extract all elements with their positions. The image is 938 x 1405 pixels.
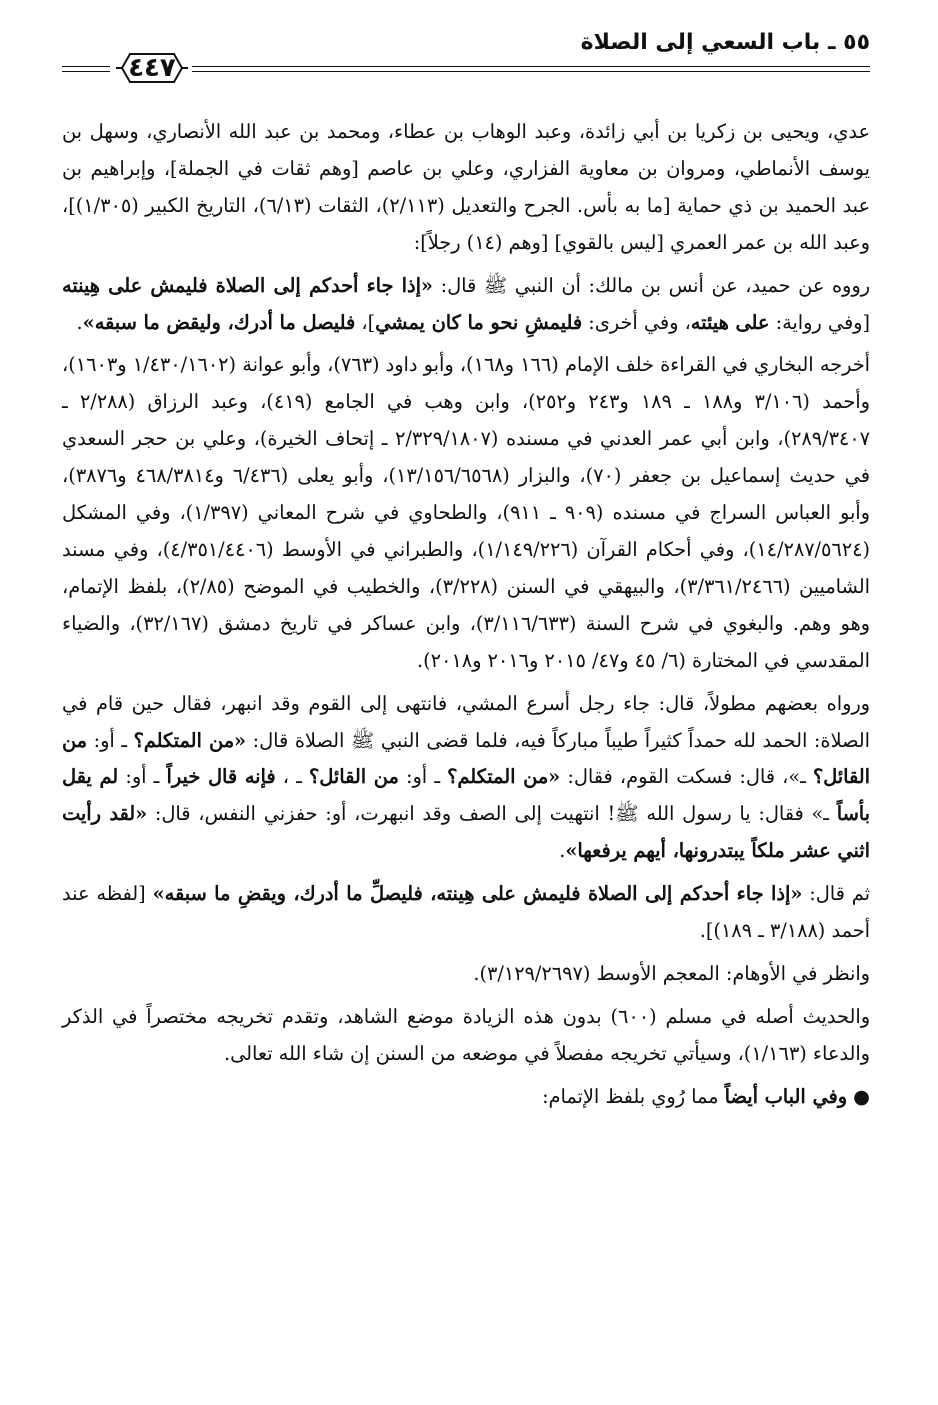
hadith-text: «إذا جاء أحدكم إلى الصلاة فليمش على هِينته، فليصلِّ ما أدرك، ويقضِ ما سبقه» [152,882,803,906]
paragraph [62,1079,870,1116]
header-rule [192,71,870,72]
text-segment: عدي، ويحيى بن زكريا بن أبي زائدة، وعبد الوهاب بن عطاء، ومحمد بن عبد الله الأنصاري، وسهل بن يوسف الأنماطي، ومروان بن معاوية الفزاري، وعلي بن عاصم [وهم ثقات في الجملة]، وإبراهيم بن عبد الحميد بن ذي حماية [ما به بأس. الجرح والتعديل (٢/١١٣)، الثقات (٦/١٣)، التاريخ الكبير (١/٣٠٥)]، وعبد الله بن عمر العمري [ليس بالقوي] [وهم (١٤) رجلاً]: [62,120,871,254]
text-segment: وانظر في الأوهام: المعجم الأوسط (٣/١٢٩/٢٦٩٧). [473,961,870,985]
page-header [62,30,870,94]
paragraph [62,686,870,871]
text-segment: ـ»، قال: فسكت القوم، فقال: [560,765,813,789]
text-segment: ـ أو: [398,765,448,789]
page-number: ٤٤٧ [128,53,176,83]
text-segment: . [559,839,566,863]
paragraph [62,956,870,993]
chapter-title: ٥٥ ـ باب السعي إلى الصلاة [580,30,870,55]
hadith-text: من القائل؟ [309,765,399,789]
text-segment: ـ ، [275,765,309,789]
paragraph [62,999,870,1073]
text-segment: ورواه بعضهم مطولاً، قال: جاء رجل أسرع المشي، فانتهى إلى القوم وقد انبهر، فقال حين قام في الصلاة: الحمد لله حمداً كثيراً طيباً مباركاً فيه، فلما قضى النبي ﷺ الصلاة قال: [62,691,870,752]
page-number-badge [112,48,192,88]
text-segment: ـ أو: [118,765,167,789]
paragraph [62,114,870,262]
hadith-text: «لقد رأيت اثني عشر ملكاً يبتدرونها، أيهم يرفعها» [62,802,870,863]
hadith-text: على هيئته [690,310,770,334]
header-rule-left [62,71,110,72]
text-segment: ]، [355,310,376,334]
text-segment: مما رُوي بلفظ الإتمام: [542,1084,725,1108]
hadith-text: فليمشِ نحو ما كان يمشي [375,310,583,334]
hadith-text: «من المتكلم؟ [133,728,247,752]
text-segment: والحديث أصله في مسلم (٦٠٠) بدون هذه الزيادة موضع الشاهد، وتقدم تخريجه مختصراً في الذكر والدعاء (١/١٦٣)، وسيأتي تخريجه مفصلاً في موضعه من السنن إن شاء الله تعالى. [62,1004,870,1065]
text-segment: ـ» فقال: يا رسول الله ﷺ! انتهيت إلى الصف وقد انبهرت، أو: حفزني النفس، قال: [147,802,837,826]
header-rule-left [62,66,110,67]
text-segment: رووه عن حميد، عن أنس بن مالك: أن النبي ﷺ قال: [433,273,870,297]
hadith-text: لم يقل بأساً [62,765,870,826]
header-rule [192,66,870,67]
paragraph [62,876,870,950]
hadith-text: وفي الباب أيضاً [724,1084,848,1108]
text-segment: [لفظه عند أحمد (٣/١٨٨ ـ ١٨٩)]. [62,882,870,943]
hadith-text: فإنه قال خيراً [166,765,276,789]
body-text [62,114,870,1116]
text-segment: أخرجه البخاري في القراءة خلف الإمام (١٦٦ و١٦٨)، وأبو داود (٧٦٣)، وأبو عوانة (١/٤٣٠/١٦٠٢ و١٦٠٣)، وأحمد (٣/١٠٦ و١٨٨ ـ ١٨٩ و٢٤٣ و٢٥٢)، وابن وهب في الجامع (٤١٩)، وعبد الرزاق (٢/٢٨٨ ـ ٢٨٩/٣٤٠٧)، وابن أبي عمر العدني في مسنده (٢/٣٢٩/١٨٠٧ ـ إتحاف الخيرة)، وعلي بن حجر السعدي في حديث إسماعيل بن جعفر (٧٠)، والبزار (١٣/١٥٦/٦٥٦٨)، وأبو يعلى (٦/٤٣٦ و٤٦٨/٣٨١٤ و٣٨٧٦)، وأبو العباس السراج في مسنده (٩٠٩ ـ ٩١١)، والطحاوي في شرح المعاني (١/٣٩٧)، وفي المشكل (١٤/٢٨٧/٥٦٢٤)، وفي أحكام القرآن (١/١٤٩/٢٢٦)، والطبراني في الأوسط (٤/٣٥١/٤٤٠٦)، وفي مسند الشاميين (٣/٣٦١/٢٤٦٦)، والبيهقي في السنن (٣/٢٢٨)، والخطيب في الموضح (٢/٨٥)، بلفظ الإتمام، وهو وهم. والبغوي في شرح السنة (٣/١١٦/٦٣٣)، وابن عساكر في تاريخ دمشق (٣٢/١٦٧)، والضياء المقدسي في المختارة (٦/ ٤٥ و٤٧/ ٢٠١٥ و٢٠١٦ و٢٠١٨). [62,353,871,672]
text-segment: [وفي رواية: [769,310,870,334]
hadith-text: «إذا جاء أحدكم إلى الصلاة فليمش على هِينته [62,273,433,297]
text-segment: ، وفي أخرى: [582,310,691,334]
hadith-text: «من المتكلم؟ [447,765,561,789]
paragraph [62,347,870,679]
paragraph [62,268,870,342]
text-segment: ● [847,1084,870,1108]
text-segment: ـ أو: [87,728,134,752]
text-segment: . [76,310,83,334]
hadith-text: من القائل؟ [62,728,871,789]
hadith-text: فليصل ما أدرك، وليقض ما سبقه» [82,310,356,334]
text-segment: ثم قال: [802,882,870,906]
